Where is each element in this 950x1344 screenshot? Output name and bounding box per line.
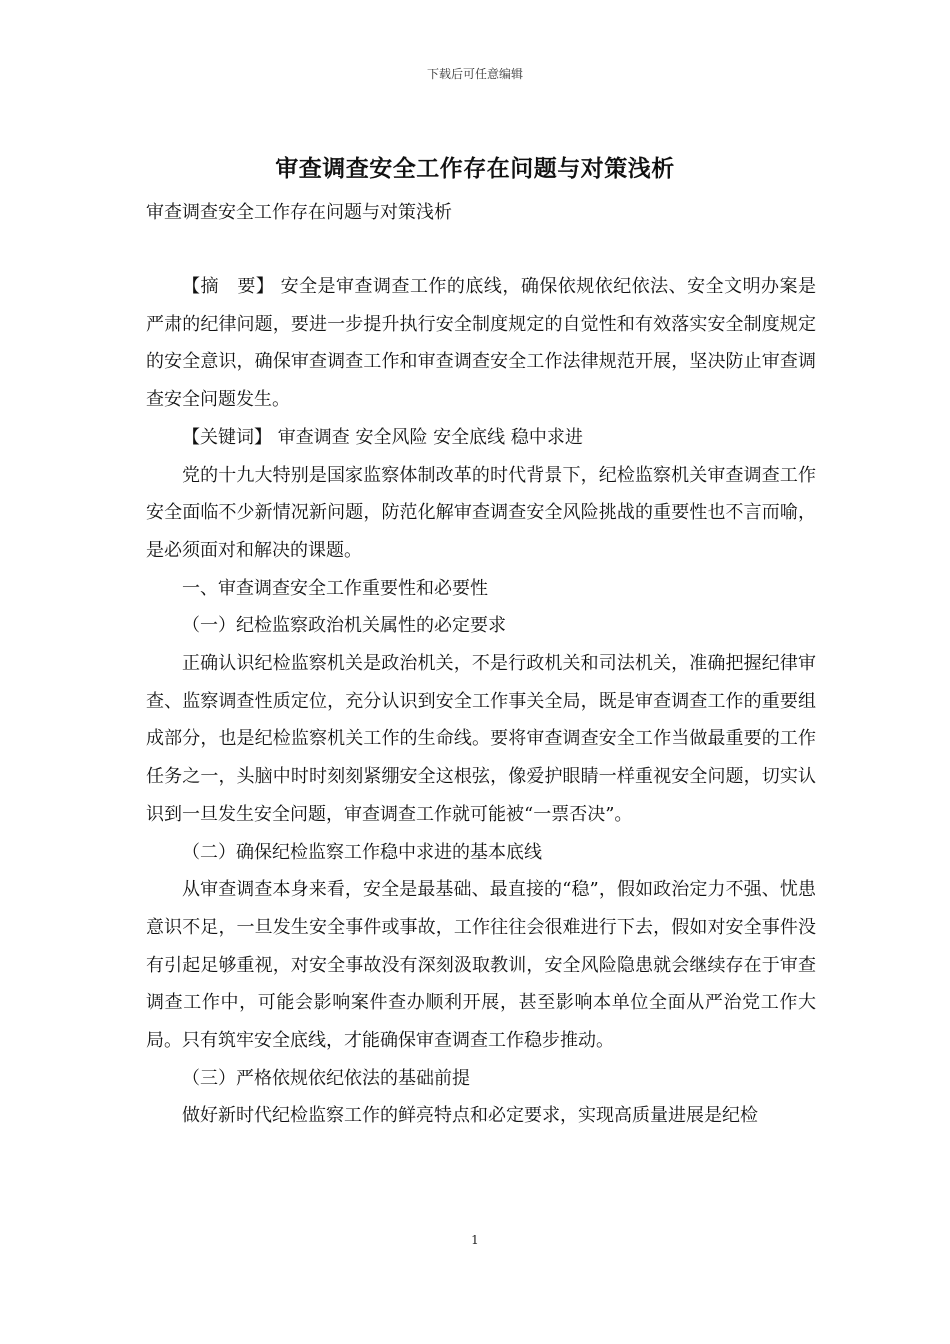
body-paragraph: 正确认识纪检监察机关是政治机关，不是行政机关和司法机关，准确把握纪律审查、监察调查性质定位，充分认识到安全工作事关全局，既是审查调查工作的重要组成部分，也是纪检监察机关工作的生命线。要将审查调查安全工作当做最重要的工作任务之一，头脑中时时刻刻紧绷安全这根弦，像爱护眼睛一样重视安全问题，切实认识到一旦发生安全问题，审查调查工作就可能被“一票否决”。 bbox=[146, 653, 816, 825]
section-heading-1: 一、审查调查安全工作重要性和必要性 bbox=[182, 577, 488, 599]
subsection-heading-1: （一）纪检监察政治机关属性的必定要求 bbox=[182, 615, 506, 637]
subsection-heading-2: （二）确保纪检监察工作稳中求进的基本底线 bbox=[182, 841, 542, 863]
page-header: 下载后可任意编辑 bbox=[426, 67, 523, 81]
document-body bbox=[146, 268, 816, 1135]
intro-paragraph: 党的十九大特别是国家监察体制改革的时代背景下，纪检监察机关审查调查工作安全面临不少新情况新问题，防范化解审查调查安全风险挑战的重要性也不言而喻，是必须面对和解决的课题。 bbox=[146, 464, 816, 561]
page-number: 1 bbox=[471, 1233, 479, 1247]
abstract-paragraph: 【摘 要】 安全是审查调查工作的底线，确保依规依纪依法、安全文明办案是严肃的纪律问题，要进一步提升执行安全制度规定的自觉性和有效落实安全制度规定的安全意识，确保审查调查工作和审查调查安全工作法律规范开展，坚决防止审查调查安全问题发生。 bbox=[146, 276, 816, 411]
document-subtitle: 审查调查安全工作存在问题与对策浅析 bbox=[146, 202, 452, 223]
body-paragraph: 做好新时代纪检监察工作的鲜亮特点和必定要求，实现高质量进展是纪检 bbox=[182, 1105, 758, 1127]
keywords-paragraph: 【关键词】 审查调查 安全风险 安全底线 稳中求进 bbox=[182, 426, 583, 448]
body-paragraph: 从审查调查本身来看，安全是最基础、最直接的“稳”，假如政治定力不强、忧患意识不足，一旦发生安全事件或事故，工作往往会很难进行下去，假如对安全事件没有引起足够重视，对安全事故没有深刻汲取教训，安全风险隐患就会继续存在于审查调查工作中，可能会影响案件查办顺利开展，甚至影响本单位全面从严治党工作大局。只有筑牢安全底线，才能确保审查调查工作稳步推动。 bbox=[146, 879, 816, 1052]
document-title: 审查调查安全工作存在问题与对策浅析 bbox=[275, 156, 675, 182]
subsection-heading-3: （三）严格依规依纪依法的基础前提 bbox=[182, 1067, 470, 1089]
